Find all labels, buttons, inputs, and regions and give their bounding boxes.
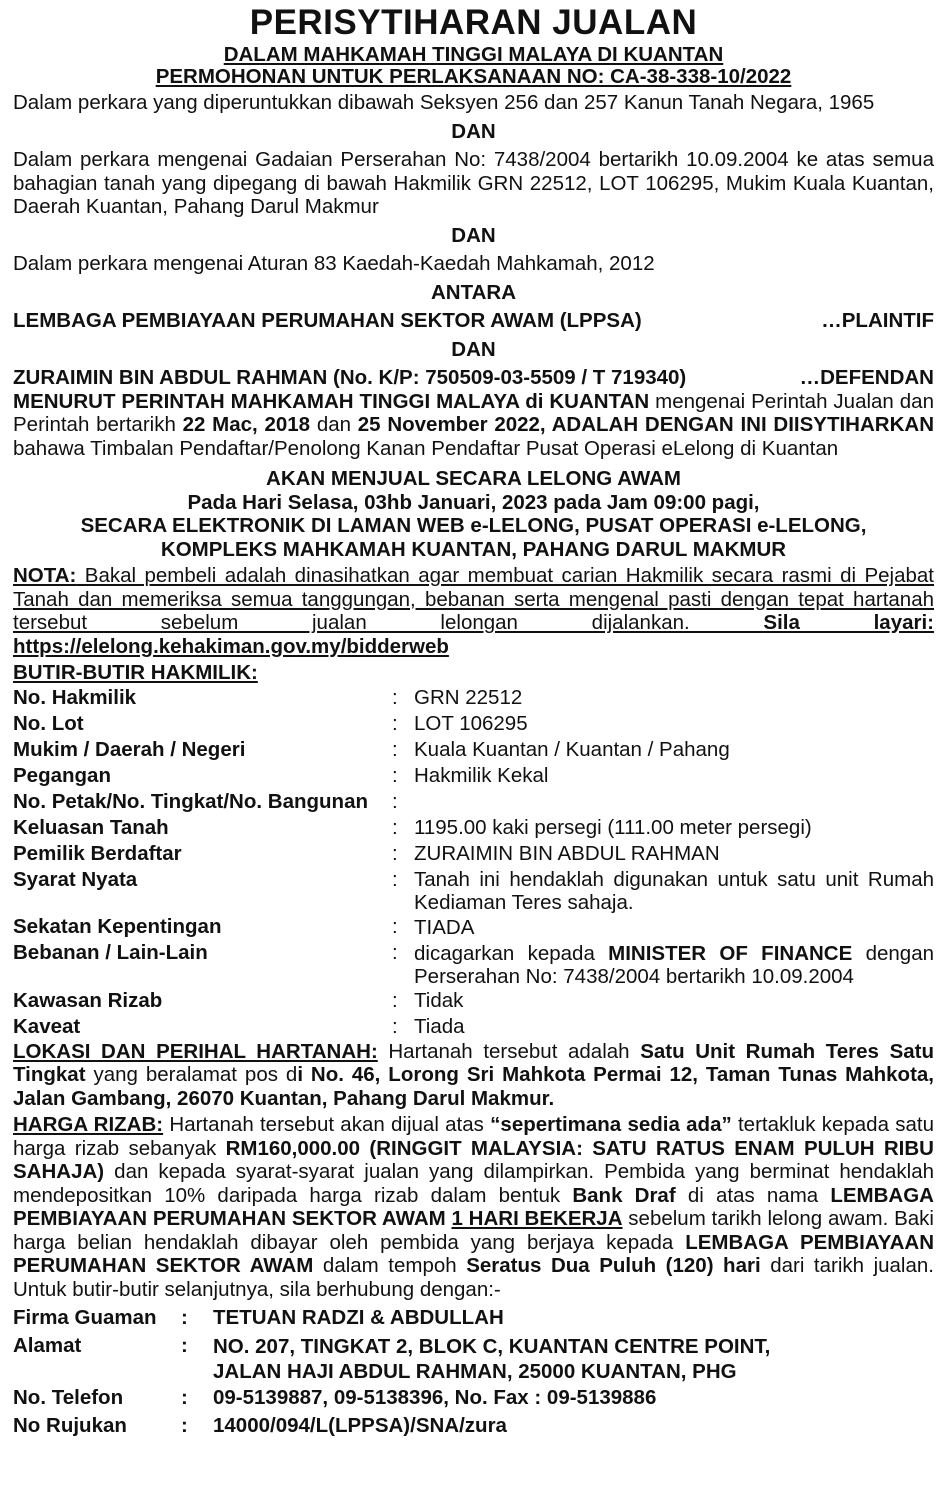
title-detail-label: No. Hakmilik bbox=[13, 685, 137, 709]
harga-text-3: dan kepada syarat-syarat jualan yang dilampirkan. Pembida yang berminat hendaklah mendepositkan 10% daripada harga rizab dalam bentuk bbox=[13, 1160, 934, 1207]
harga-text-1: Hartanah tersebut akan dijual atas bbox=[163, 1113, 491, 1136]
lokasi-property-type: Satu Unit Rumah Teres Satu Tingkat bbox=[13, 1039, 934, 1086]
title-detail-value: ZURAIMIN BIN ABDUL RAHMAN bbox=[414, 842, 720, 865]
title-details-heading-text: BUTIR-BUTIR HAKMILIK: bbox=[13, 661, 258, 684]
title-detail-colon: : bbox=[392, 763, 398, 787]
bebanan-chargee: MINISTER OF FINANCE bbox=[608, 941, 853, 965]
harga-as-is: “sepertimana sedia ada” bbox=[490, 1113, 732, 1136]
title-detail-colon: : bbox=[392, 867, 398, 891]
title-detail-label: Mukim / Daerah / Negeri bbox=[13, 737, 246, 761]
title-detail-label: Pegangan bbox=[13, 763, 111, 787]
telephone-value: 09-5139887, 09-5138396, No. Fax : 09-5139886 bbox=[213, 1386, 657, 1409]
bebanan-label: Bebanan / Lain-Lain bbox=[13, 941, 208, 964]
order-date-1: 22 Mac, 2018 bbox=[182, 413, 311, 436]
auction-venue-line-1: SECARA ELEKTRONIK DI LAMAN WEB e-LELONG, PUSAT OPERASI e-LELONG, bbox=[80, 514, 867, 537]
court-order-paragraph bbox=[13, 390, 934, 461]
title-detail-label: Kaveat bbox=[13, 1014, 81, 1038]
address-value bbox=[213, 1332, 934, 1384]
title-detail-colon: : bbox=[392, 1014, 398, 1038]
harga-working-day: 1 HARI BEKERJA bbox=[451, 1207, 623, 1230]
dan-1: DAN bbox=[451, 119, 496, 143]
plaintiff-line bbox=[13, 309, 934, 333]
harga-reserve-price: RM160,000.00 (RINGGIT MALAYSIA: SATU RATUS ENAM PULUH RIBU SAHAJA) bbox=[13, 1136, 934, 1183]
title-detail-value: Kuala Kuantan / Kuantan / Pahang bbox=[414, 738, 730, 761]
harga-payee-2: LEMBAGA PEMBIAYAAN PERUMAHAN SEKTOR AWAM bbox=[13, 1230, 934, 1277]
defendant-role: …DEFENDAN bbox=[799, 366, 934, 389]
title-detail-label: Sekatan Kepentingan bbox=[13, 915, 222, 938]
bebanan-colon: : bbox=[392, 941, 398, 964]
nota-text: Bakal pembeli adalah dinasihatkan agar membuat carian Hakmilik secara rasmi di Pejabat Tanah dan memeriksa semua tanggungan, bebanan serta mengenal pasti dengan tepat hartanah tersebut sebelum jualan lelongan dijalankan. bbox=[13, 564, 934, 634]
telephone-colon: : bbox=[181, 1386, 188, 1409]
bebanan-row bbox=[13, 940, 934, 988]
harga-text-6: dalam tempoh bbox=[313, 1254, 467, 1277]
title-detail-value: Tiada bbox=[414, 1015, 465, 1038]
harga-text-5: sebelum tarikh lelong awam. Baki harga belian hendaklah dibayar oleh pembida yang berjaya kepada bbox=[13, 1207, 934, 1254]
title-detail-colon: : bbox=[392, 685, 398, 709]
title-detail-value: 1195.00 kaki persegi (111.00 meter persegi) bbox=[414, 816, 812, 839]
title-detail-value: GRN 22512 bbox=[414, 686, 523, 709]
lokasi-text-2: yang beralamat pos d bbox=[85, 1063, 298, 1086]
nota-label: NOTA: bbox=[13, 564, 77, 587]
harga-period: Seratus Dua Puluh (120) hari bbox=[466, 1254, 761, 1277]
title-detail-colon: : bbox=[392, 841, 398, 865]
title-detail-colon: : bbox=[392, 737, 398, 761]
bebanan-text-1: dicagarkan kepada bbox=[414, 941, 609, 965]
lokasi-address: i No. 46, Lorong Sri Mahkota Permai 12, Taman Tunas Mahkota, Jalan Gambang, 26070 Kuantan, Pahang Darul Makmur. bbox=[13, 1063, 934, 1110]
auction-venue-line-2: KOMPLEKS MAHKAMAH KUANTAN, PAHANG DARUL MAKMUR bbox=[160, 537, 787, 561]
title-detail-value: Hakmilik Kekal bbox=[414, 764, 549, 787]
title-detail-label: No. Lot bbox=[13, 711, 84, 735]
title-detail-label: Pemilik Berdaftar bbox=[13, 841, 182, 865]
address-colon: : bbox=[181, 1334, 188, 1357]
matter-3: Dalam perkara mengenai Aturan 83 Kaedah-Kaedah Mahkamah, 2012 bbox=[13, 252, 655, 275]
harga-text-4: di atas nama bbox=[675, 1183, 831, 1207]
harga-label: HARGA RIZAB: bbox=[13, 1113, 164, 1136]
plaintiff-role: …PLAINTIF bbox=[821, 309, 934, 332]
order-text-3: bahawa Timbalan Pendaftar/Penolong Kanan Pendaftar Pusat Operasi eLelong di Kuantan bbox=[13, 436, 839, 460]
harga-text-7: dari tarikh jualan. Untuk butir-butir selanjutnya, sila berhubung dengan:- bbox=[13, 1254, 934, 1301]
title-detail-value: TIADA bbox=[414, 915, 475, 939]
title-detail-value: Tidak bbox=[414, 989, 464, 1012]
plaintiff-name: LEMBAGA PEMBIAYAAN PERUMAHAN SEKTOR AWAM (LPPSA) bbox=[13, 309, 642, 332]
harga-bank-draft: Bank Draf bbox=[572, 1183, 676, 1207]
title-detail-colon: : bbox=[392, 988, 398, 1012]
harga-text-2: tertakluk kepada satu harga rizab sebanyak bbox=[13, 1113, 934, 1160]
dan-3: DAN bbox=[451, 337, 496, 361]
bidder-web-link[interactable]: Sila layari: https://elelong.kehakiman.gov.my/bidderweb bbox=[13, 611, 935, 658]
order-bold-1: MENURUT PERINTAH MAHKAMAH TINGGI MALAYA di KUANTAN bbox=[13, 389, 650, 413]
lokasi-paragraph bbox=[13, 1040, 934, 1111]
defendant-line bbox=[13, 366, 934, 390]
title-detail-colon: : bbox=[392, 711, 398, 735]
address-line-2: JALAN HAJI ABDUL RAHMAN, 25000 KUANTAN, PHG bbox=[213, 1360, 737, 1383]
bebanan-value bbox=[414, 940, 934, 988]
reference-label: No Rujukan bbox=[13, 1414, 127, 1437]
matter-2: Dalam perkara mengenai Gadaian Perserahan No: 7438/2004 bertarikh 10.09.2004 ke atas semua bahagian tanah yang dipegang di bawah Hakmilik GRN 22512, LOT 106295, Mukim Kuala Kuantan, Daerah Kuantan, Pahang Darul Makmur bbox=[13, 148, 934, 218]
court-name: DALAM MAHKAMAH TINGGI MALAYA DI KUANTAN bbox=[223, 43, 724, 66]
title-detail-label: Kawasan Rizab bbox=[13, 988, 163, 1012]
title-detail-colon: : bbox=[392, 915, 398, 938]
title-detail-colon: : bbox=[392, 815, 398, 839]
title-detail-value: Tanah ini hendaklah digunakan untuk satu unit Rumah Kediaman Teres sahaja. bbox=[414, 868, 934, 914]
title-detail-label: Keluasan Tanah bbox=[13, 815, 169, 839]
title-detail-value: LOT 106295 bbox=[414, 712, 528, 735]
page-title: PERISYTIHARAN JUALAN bbox=[249, 3, 698, 42]
title-details-table-2 bbox=[13, 988, 934, 1040]
dan-2: DAN bbox=[451, 223, 496, 247]
matter-1: Dalam perkara yang diperuntukkan dibawah Seksyen 256 dan 257 Kanun Tanah Negara, 1965 bbox=[13, 91, 875, 114]
order-bold-3: 25 November 2022, ADALAH DENGAN INI DIISYTIHARKAN bbox=[357, 413, 934, 436]
firm-value: TETUAN RADZI & ABDULLAH bbox=[213, 1306, 504, 1329]
defendant-name: ZURAIMIN BIN ABDUL RAHMAN (No. K/P: 750509-03-5509 / T 719340) bbox=[13, 366, 687, 389]
order-text-2: dan bbox=[310, 413, 358, 436]
title-detail-label: Syarat Nyata bbox=[13, 867, 138, 891]
order-text-1: mengenai Perintah Jualan dan Perintah bertarikh bbox=[13, 389, 934, 436]
contact-table bbox=[13, 1304, 934, 1440]
title-detail-value bbox=[414, 789, 934, 815]
lokasi-text-1: Hartanah tersebut adalah bbox=[377, 1039, 641, 1063]
bebanan-text-2: dengan Perserahan No: 7438/2004 bertarikh 10.09.2004 bbox=[414, 941, 935, 988]
title-detail-label: No. Petak/No. Tingkat/No. Bangunan bbox=[13, 789, 368, 813]
address-label: Alamat bbox=[13, 1334, 82, 1357]
harga-paragraph bbox=[13, 1113, 934, 1301]
telephone-label: No. Telefon bbox=[13, 1386, 124, 1409]
auction-date-line: Pada Hari Selasa, 03hb Januari, 2023 pada Jam 09:00 pagi, bbox=[187, 490, 760, 514]
antara: ANTARA bbox=[430, 280, 517, 304]
title-details-table bbox=[13, 685, 934, 941]
title-detail-colon: : bbox=[392, 789, 398, 813]
firm-colon: : bbox=[181, 1306, 188, 1329]
application-number: PERMOHONAN UNTUK PERLAKSANAAN NO: CA-38-338-10/2022 bbox=[155, 65, 792, 88]
firm-label: Firma Guaman bbox=[13, 1306, 157, 1329]
reference-value: 14000/094/L(LPPSA)/SNA/zura bbox=[213, 1414, 507, 1437]
address-line-1: NO. 207, TINGKAT 2, BLOK C, KUANTAN CENTRE POINT, bbox=[213, 1335, 771, 1358]
auction-line-1: AKAN MENJUAL SECARA LELONG AWAM bbox=[266, 467, 681, 490]
title-details-heading bbox=[13, 661, 934, 685]
reference-colon: : bbox=[181, 1414, 188, 1437]
nota-paragraph bbox=[13, 564, 934, 658]
harga-payee-1: LEMBAGA PEMBIAYAAN PERUMAHAN SEKTOR AWAM bbox=[13, 1183, 934, 1230]
lokasi-label: LOKASI DAN PERIHAL HARTANAH: bbox=[13, 1039, 378, 1063]
